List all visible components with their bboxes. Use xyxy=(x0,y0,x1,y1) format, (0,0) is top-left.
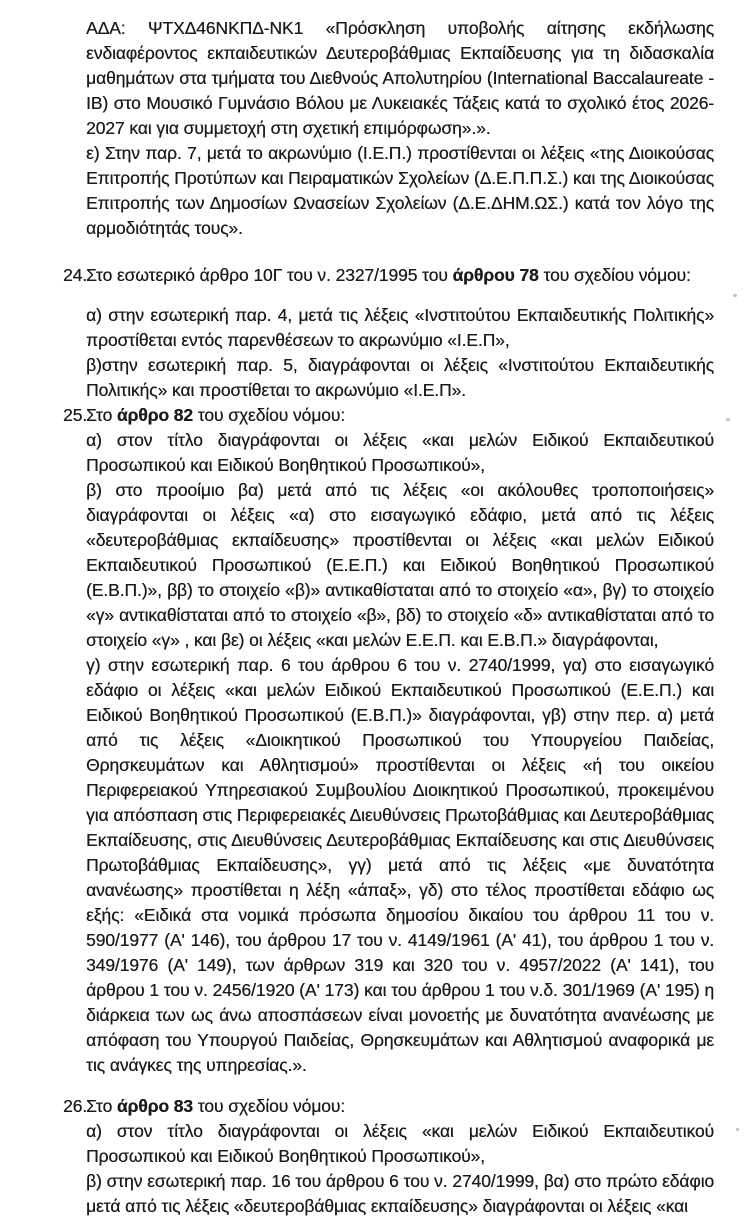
item-25-heading-prefix: Στο xyxy=(86,405,117,425)
item-26-heading-prefix: Στο xyxy=(86,1096,117,1116)
continuation-block xyxy=(86,16,714,241)
item-26-heading-suffix: του σχεδίου νόμου: xyxy=(192,1096,346,1116)
item-24-heading-suffix: του σχεδίου νόμου: xyxy=(538,265,691,285)
item-25-paragraph-c: γ) στην εσωτερική παρ. 6 του άρθρου 6 του ν. 2740/1999, γα) στο εισαγωγικό εδάφιο οι λέξεις «και μελών Ειδικού Εκπαιδευτικού Προσωπικού (Ε.Ε.Π.) και Ειδικού Βοηθητικού Προσωπικού (Ε.Β.Π.)» διαγράφονται, γβ) στην περ. α) μετά από τις λέξεις «Διοικητικού Προσωπικού του Υπουργείου Παιδείας, Θρησκευμάτων και Αθλητισμού» προστίθενται οι λέξεις «ή του οικείου Περιφερειακού Υπηρεσιακού Συμβουλίου Διοικητικού Προσωπικού, προκειμένου για απόσπαση στις Περιφερειακές Διευθύνσεις Πρωτοβάθμιας και Δευτεροβάθμιας Εκπαίδευσης, στις Διευθύνσεις Δευτεροβάθμιας Εκπαίδευσης και στις Διευθύνσεις Πρωτοβάθμιας Εκπαίδευσης», γγ) μετά από τις λέξεις «με δυνατότητα ανανέωσης» προστίθεται η λέξη «άπαξ», γδ) στο τέλος προστίθεται εδάφιο ως εξής: «Ειδικά στα νομικά πρόσωπα δημοσίου δικαίου του άρθρου 11 του ν. 590/1977 (Α' 146), του άρθρου 17 του ν. 4149/1961 (Α' 41), του άρθρου 1 του ν. 349/1976 (Α' 149), των άρθρων 319 και 320 του ν. 4957/2022 (Α' 141), του άρθρου 1 του ν. 2456/1920 (Α' 173) και του άρθρου 1 του ν.δ. 301/1969 (Α' 195) η διάρκεια των ως άνω αποσπάσεων είναι μονοετής με δυνατότητα ανανέωσης με απόφαση του Υπουργού Παιδείας, Θρησκευμάτων και Αθλητισμού αναφορικά με τις ανάγκες της υπηρεσίας.». xyxy=(86,655,714,1075)
item-24-heading xyxy=(63,263,714,288)
list-item-26 xyxy=(63,1094,714,1219)
item-25-heading xyxy=(63,403,714,428)
item-24-paragraph-a: α) στην εσωτερική παρ. 4, μετά τις λέξεις «Ινστιτούτου Εκπαιδευτικής Πολιτικής» προστίθεται εντός παρενθέσεων το ακρωνύμιο «Ι.Ε.Π», xyxy=(86,305,714,350)
item-26-number: 26. xyxy=(63,1096,88,1116)
item-26-paragraph-b: β) στην εσωτερική παρ. 16 του άρθρου 6 του ν. 2740/1999, βα) στο πρώτο εδάφιο μετά από τις λέξεις «δευτεροβάθμιας εκπαίδευσης» διαγράφονται οι λέξεις «και xyxy=(86,1171,714,1216)
item-24-paragraph-b: β)στην εσωτερική παρ. 5, διαγράφονται οι λέξεις «Ινστιτούτου Εκπαιδευτικής Πολιτικής» και προστίθεται το ακρωνύμιο «Ι.Ε.Π». xyxy=(86,355,714,400)
item-24-number: 24. xyxy=(63,265,88,285)
list-item-25 xyxy=(63,403,714,1078)
scan-artifact xyxy=(733,294,737,297)
paragraph-ada-decision: ΑΔΑ: ΨΤΧΔ46ΝΚΠΔ-ΝΚ1 «Πρόσκληση υποβολής αίτησης εκδήλωσης ενδιαφέροντος εκπαιδευτικών Δευτεροβάθμιας Εκπαίδευσης για τη διδασκαλία μαθημάτων στα τμήματα του Διεθνούς Απολυτηρίου (International Baccalaureate - IB) στο Μουσικό Γυμνάσιο Βόλου με Λυκειακές Τάξεις κατά το σχολικό έτος 2026-2027 και για συμμετοχή στη σχετική επιμόρφωση».». xyxy=(86,18,714,138)
article-ref-bold: άρθρου 78 xyxy=(452,265,539,285)
item-26-paragraph-a: α) στον τίτλο διαγράφονται οι λέξεις «και μελών Ειδικού Εκπαιδευτικού Προσωπικού και Ειδικού Βοηθητικού Προσωπικού», xyxy=(86,1121,714,1166)
item-26-heading xyxy=(63,1094,714,1119)
article-ref-bold: άρθρο 82 xyxy=(116,405,193,425)
item-25-paragraph-b: β) στο προοίμιο βα) μετά από τις λέξεις «οι ακόλουθες τροποποιήσεις» διαγράφονται οι λέξεις «α) στο εισαγωγικό εδάφιο, μετά από τις λέξεις «δευτεροβάθμιας εκπαίδευσης» προστίθενται οι λέξεις «και μελών Ειδικού Εκπαιδευτικού Προσωπικού (Ε.Ε.Π.) και Ειδικού Βοηθητικού Προσωπικού (Ε.Β.Π.)», ββ) το στοιχείο «β)» αντικαθίσταται από το στοιχείο «α», βγ) το στοιχείο «γ» αντικαθίσταται από το στοιχείο «β», βδ) το στοιχείο «δ» αντικαθίσταται από το στοιχείο «γ» , και βε) οι λέξεις «και μελών Ε.Ε.Π. και Ε.Β.Π.» διαγράφονται, xyxy=(86,480,714,650)
item-25-paragraph-a: α) στον τίτλο διαγράφονται οι λέξεις «και μελών Ειδικού Εκπαιδευτικού Προσωπικού και Ειδικού Βοηθητικού Προσωπικού», xyxy=(86,430,714,475)
scan-artifact xyxy=(736,1128,739,1131)
scan-artifact xyxy=(726,418,730,421)
article-ref-bold: άρθρο 83 xyxy=(116,1096,193,1116)
item-25-number: 25. xyxy=(63,405,88,425)
list-item-24 xyxy=(63,263,714,403)
item-25-heading-suffix: του σχεδίου νόμου: xyxy=(192,405,346,425)
item-24-heading-prefix: Στο εσωτερικό άρθρο 10Γ του ν. 2327/1995 του xyxy=(86,265,453,285)
paragraph-epsilon-amendment: ε) Στην παρ. 7, μετά το ακρωνύμιο (Ι.Ε.Π.) προστίθενται οι λέξεις «της Διοικούσας Επιτροπής Προτύπων και Πειραματικών Σχολείων (Δ.Ε.Π.Π.Σ.) και της Διοικούσας Επιτροπής των Δημοσίων Ωνασείων Σχολείων (Δ.Ε.ΔΗΜ.ΩΣ.) κατά τον λόγο της αρμοδιότητάς τους». xyxy=(86,143,714,238)
